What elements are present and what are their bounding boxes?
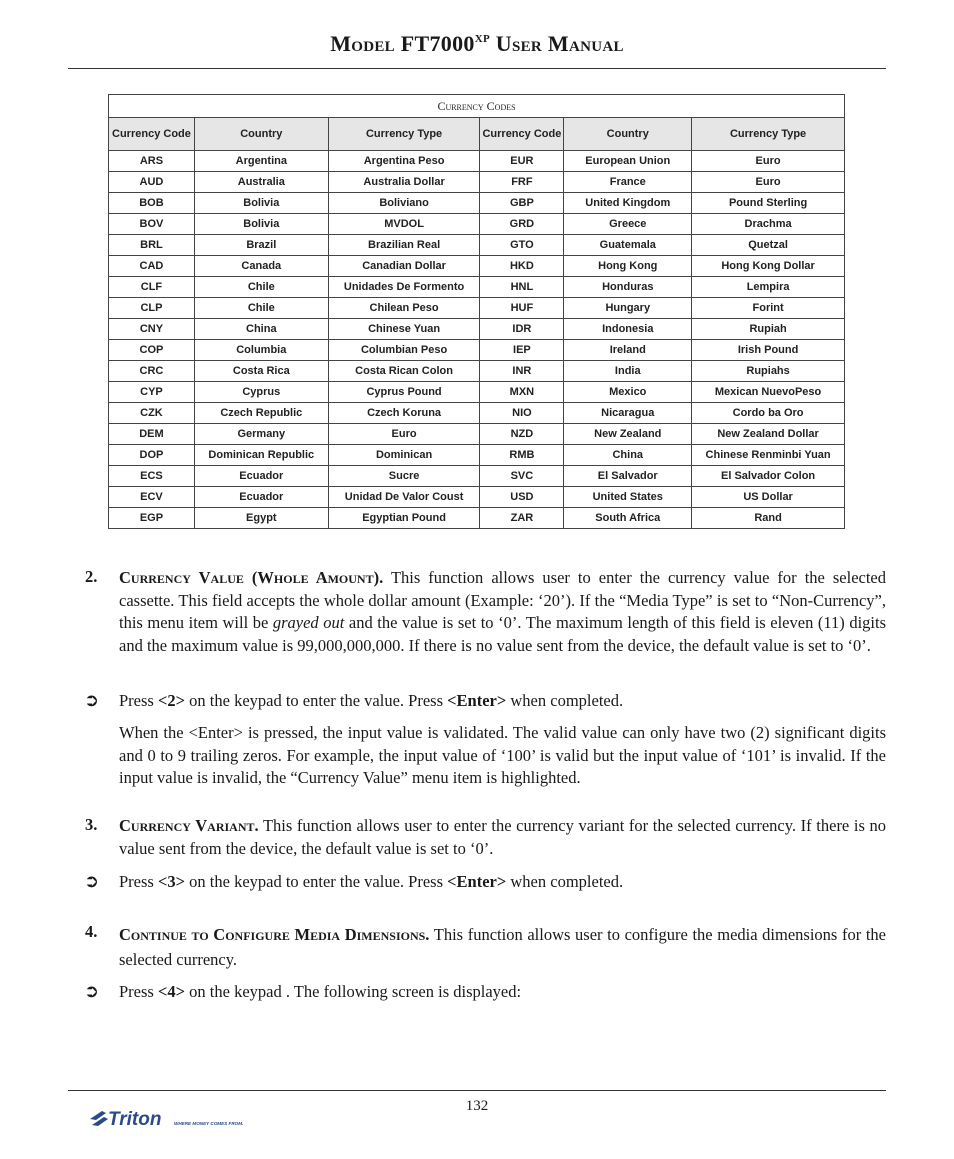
- instruction-press-3: Press <3> on the keypad to enter the value. Press <Enter> when completed.: [119, 872, 624, 891]
- table-cell: Chinese Yuan: [328, 319, 480, 340]
- table-cell: Unidad De Valor Coust: [328, 487, 480, 508]
- table-row: [109, 361, 845, 382]
- table-cell: France: [564, 172, 692, 193]
- section-currency-value: Currency Value (Whole Amount). This function allows user to enter the currency value for the selected cassette. This field accepts the whole dollar amount (Example: ‘20’). If the “Media Type” is set to “Non-Currency”, this menu item will be grayed out and the value is set to ‘0’. The maximum length of this field is eleven (11) digits and the maximum value is 99,000,000,000. If there is no value sent from the device, the default value is set to ‘0’.: [119, 568, 887, 655]
- table-row: [109, 403, 845, 424]
- table-cell: MXN: [480, 382, 564, 403]
- table-cell: BRL: [109, 235, 195, 256]
- table-cell: Guatemala: [564, 235, 692, 256]
- header-divider: [68, 68, 886, 69]
- table-cell: CLP: [109, 298, 195, 319]
- table-cell: Egyptian Pound: [328, 508, 480, 529]
- table-cell: El Salvador: [564, 466, 692, 487]
- column-header: Currency Code: [480, 118, 564, 151]
- table-cell: European Union: [564, 151, 692, 172]
- table-cell: US Dollar: [692, 487, 845, 508]
- column-header: Currency Code: [109, 118, 195, 151]
- table-cell: Cyprus: [194, 382, 328, 403]
- table-cell: GRD: [480, 214, 564, 235]
- table-cell: India: [564, 361, 692, 382]
- table-row: [109, 151, 845, 172]
- table-row: [109, 487, 845, 508]
- currency-codes-table: [108, 94, 845, 529]
- table-cell: Chile: [194, 277, 328, 298]
- section-number: 2.: [85, 567, 98, 586]
- table-cell: Hong Kong: [564, 256, 692, 277]
- table-cell: Ireland: [564, 340, 692, 361]
- section-currency-variant: Currency Variant. This function allows user to enter the currency variant for the selected currency. If there is no value sent from the device, the default value is set to ‘0’.: [119, 816, 887, 858]
- table-cell: ARS: [109, 151, 195, 172]
- table-cell: Germany: [194, 424, 328, 445]
- table-caption: Currency Codes: [109, 95, 845, 118]
- table-cell: Argentina Peso: [328, 151, 480, 172]
- table-cell: CAD: [109, 256, 195, 277]
- table-cell: Columbia: [194, 340, 328, 361]
- instruction-press-2: Press <2> on the keypad to enter the value. Press <Enter> when completed.: [119, 691, 624, 710]
- section-heading: Currency Value (Whole Amount).: [119, 568, 384, 587]
- table-cell: CLF: [109, 277, 195, 298]
- table-cell: EGP: [109, 508, 195, 529]
- logo-tagline: WHERE MONEY COMES FROM.: [174, 1121, 244, 1126]
- table-cell: South Africa: [564, 508, 692, 529]
- table-cell: BOB: [109, 193, 195, 214]
- table-cell: United Kingdom: [564, 193, 692, 214]
- table-cell: Costa Rica: [194, 361, 328, 382]
- table-cell: Euro: [692, 172, 845, 193]
- table-cell: Rand: [692, 508, 845, 529]
- table-cell: HKD: [480, 256, 564, 277]
- table-row: [109, 319, 845, 340]
- table-cell: Hungary: [564, 298, 692, 319]
- table-row: [109, 298, 845, 319]
- table-cell: DEM: [109, 424, 195, 445]
- table-cell: Cordo ba Oro: [692, 403, 845, 424]
- table-cell: AUD: [109, 172, 195, 193]
- triton-logo: [88, 1105, 258, 1135]
- table-cell: Drachma: [692, 214, 845, 235]
- arrow-bullet-icon: ➲: [84, 981, 100, 1002]
- table-cell: EUR: [480, 151, 564, 172]
- table-cell: Egypt: [194, 508, 328, 529]
- table-cell: Pound Sterling: [692, 193, 845, 214]
- instruction-press-4: Press <4> on the keypad . The following screen is displayed:: [119, 982, 522, 1001]
- table-cell: GTO: [480, 235, 564, 256]
- table-cell: CZK: [109, 403, 195, 424]
- table-cell: Hong Kong Dollar: [692, 256, 845, 277]
- table-cell: Bolivia: [194, 193, 328, 214]
- table-cell: Boliviano: [328, 193, 480, 214]
- table-cell: DOP: [109, 445, 195, 466]
- table-cell: Euro: [692, 151, 845, 172]
- logo-wordmark: Triton: [108, 1109, 162, 1130]
- table-row: [109, 172, 845, 193]
- table-cell: Canadian Dollar: [328, 256, 480, 277]
- table-cell: Irish Pound: [692, 340, 845, 361]
- table-cell: Columbian Peso: [328, 340, 480, 361]
- table-cell: COP: [109, 340, 195, 361]
- table-cell: Unidades De Formento: [328, 277, 480, 298]
- table-cell: Indonesia: [564, 319, 692, 340]
- table-cell: Rupiahs: [692, 361, 845, 382]
- table-cell: IDR: [480, 319, 564, 340]
- table-cell: Czech Republic: [194, 403, 328, 424]
- section-media-dimensions: Continue to Configure Media Dimensions. This function allows user to configure the media dimensions for the selected currency.: [119, 925, 886, 969]
- table-cell: Australia: [194, 172, 328, 193]
- page-number: 132: [465, 1098, 489, 1114]
- table-cell: Euro: [328, 424, 480, 445]
- table-cell: Nicaragua: [564, 403, 692, 424]
- table-cell: BOV: [109, 214, 195, 235]
- table-cell: Mexican NuevoPeso: [692, 382, 845, 403]
- table-cell: China: [564, 445, 692, 466]
- table-cell: ZAR: [480, 508, 564, 529]
- table-cell: China: [194, 319, 328, 340]
- table-cell: Bolivia: [194, 214, 328, 235]
- table-cell: USD: [480, 487, 564, 508]
- table-cell: ECS: [109, 466, 195, 487]
- table-cell: Brazil: [194, 235, 328, 256]
- table-row: [109, 235, 845, 256]
- arrow-bullet-icon: ➲: [84, 871, 100, 892]
- section-heading: Continue to Configure Media Dimensions.: [119, 925, 430, 944]
- table-cell: Costa Rican Colon: [328, 361, 480, 382]
- table-row: [109, 445, 845, 466]
- column-header: Currency Type: [328, 118, 480, 151]
- table-cell: NIO: [480, 403, 564, 424]
- table-cell: Ecuador: [194, 487, 328, 508]
- table-cell: RMB: [480, 445, 564, 466]
- table-row: [109, 193, 845, 214]
- table-cell: Czech Koruna: [328, 403, 480, 424]
- table-cell: Sucre: [328, 466, 480, 487]
- section-number: 3.: [85, 815, 98, 834]
- table-cell: Chinese Renminbi Yuan: [692, 445, 845, 466]
- table-cell: IEP: [480, 340, 564, 361]
- table-cell: CRC: [109, 361, 195, 382]
- table-cell: Rupiah: [692, 319, 845, 340]
- table-cell: ECV: [109, 487, 195, 508]
- table-cell: HNL: [480, 277, 564, 298]
- section-number: 4.: [85, 922, 98, 941]
- table-cell: Dominican: [328, 445, 480, 466]
- table-cell: Brazilian Real: [328, 235, 480, 256]
- table-cell: FRF: [480, 172, 564, 193]
- footer-divider: [68, 1090, 886, 1091]
- table-caption-row: [109, 95, 845, 118]
- validation-paragraph: When the <Enter> is pressed, the input value is validated. The valid value can only have two (2) significant digits and 0 to 9 trailing zeros. For example, the input value of ‘100’ is valid but the input value of ‘101’ is invalid. If the input value is invalid, the “Currency Value” menu item is highlighted.: [119, 723, 886, 787]
- table-row: [109, 424, 845, 445]
- triton-logo-icon: [90, 1111, 108, 1126]
- table-cell: Lempira: [692, 277, 845, 298]
- column-header: Currency Type: [692, 118, 845, 151]
- section-heading: Currency Variant.: [119, 816, 259, 835]
- table-cell: United States: [564, 487, 692, 508]
- table-cell: Canada: [194, 256, 328, 277]
- table-cell: SVC: [480, 466, 564, 487]
- table-cell: MVDOL: [328, 214, 480, 235]
- column-header: Country: [194, 118, 328, 151]
- table-cell: HUF: [480, 298, 564, 319]
- table-cell: Chile: [194, 298, 328, 319]
- table-cell: New Zealand: [564, 424, 692, 445]
- table-row: [109, 340, 845, 361]
- table-cell: INR: [480, 361, 564, 382]
- table-row: [109, 466, 845, 487]
- table-cell: Cyprus Pound: [328, 382, 480, 403]
- table-cell: Forint: [692, 298, 845, 319]
- table-cell: Australia Dollar: [328, 172, 480, 193]
- column-header: Country: [564, 118, 692, 151]
- table-cell: Quetzal: [692, 235, 845, 256]
- table-header-row: [109, 118, 845, 151]
- table-cell: CNY: [109, 319, 195, 340]
- table-cell: Mexico: [564, 382, 692, 403]
- table-cell: Honduras: [564, 277, 692, 298]
- table-row: [109, 277, 845, 298]
- table-cell: GBP: [480, 193, 564, 214]
- table-cell: CYP: [109, 382, 195, 403]
- table-row: [109, 214, 845, 235]
- table-row: [109, 508, 845, 529]
- table-cell: NZD: [480, 424, 564, 445]
- table-row: [109, 256, 845, 277]
- table-cell: Greece: [564, 214, 692, 235]
- page-title: Model $FT7000^{XP}$ User Manual: [330, 31, 624, 56]
- table-cell: Argentina: [194, 151, 328, 172]
- table-cell: Dominican Republic: [194, 445, 328, 466]
- table-cell: Chilean Peso: [328, 298, 480, 319]
- table-cell: El Salvador Colon: [692, 466, 845, 487]
- table-cell: Ecuador: [194, 466, 328, 487]
- table-cell: New Zealand Dollar: [692, 424, 845, 445]
- table-row: [109, 382, 845, 403]
- arrow-bullet-icon: ➲: [84, 690, 100, 711]
